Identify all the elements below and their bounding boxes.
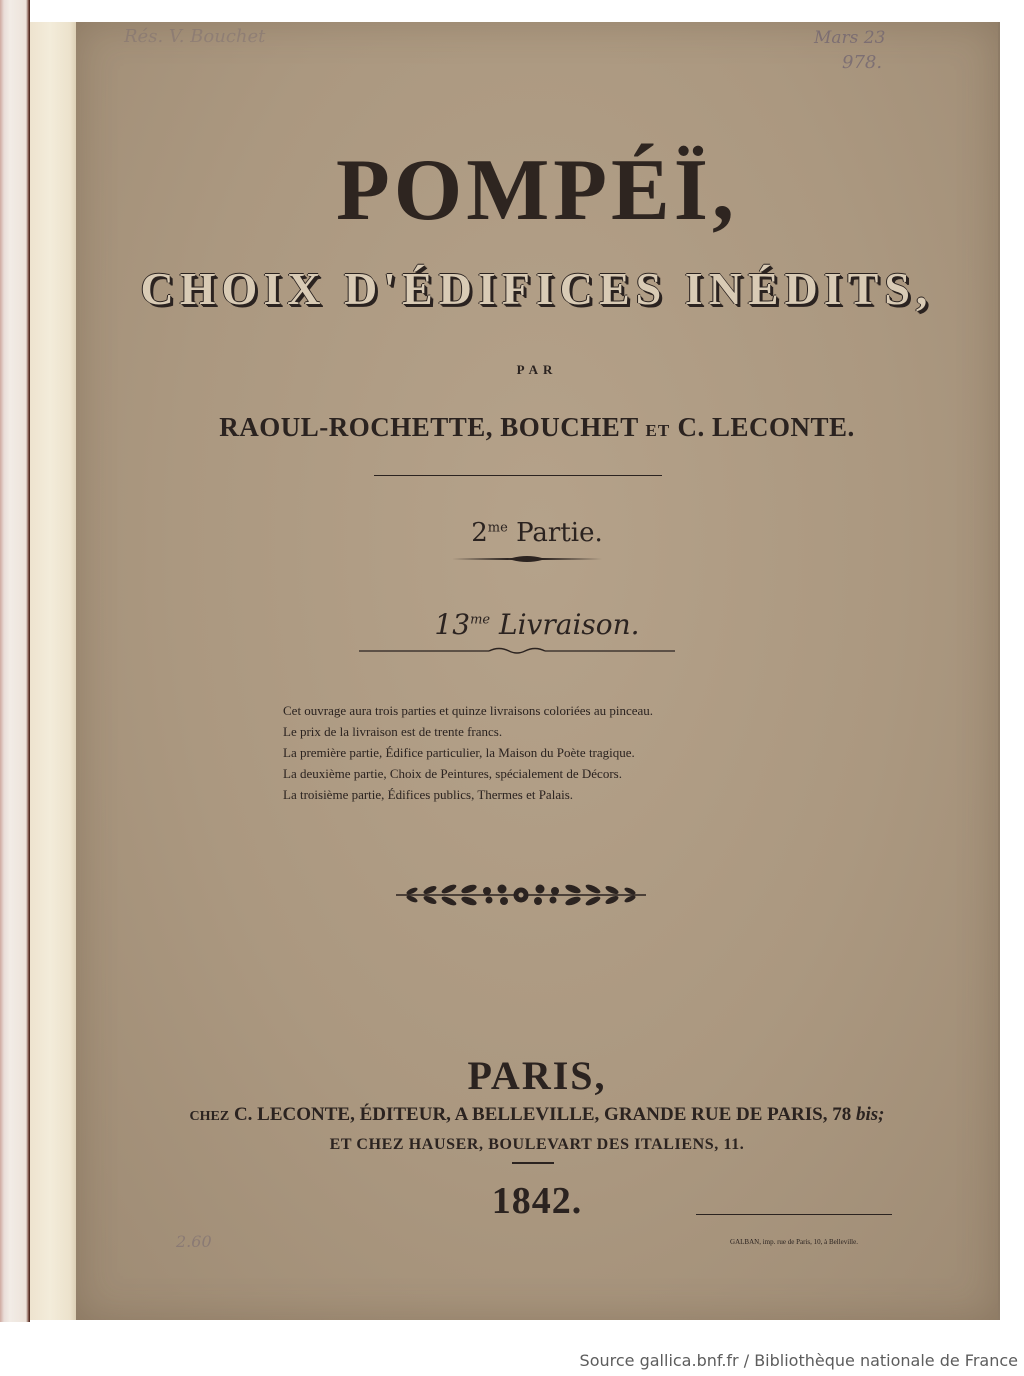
divider-ornament-lower (359, 646, 675, 656)
note-line: La première partie, Édifice particulier, la Maison du Poète tragique. (283, 745, 635, 760)
publication-notes (283, 700, 653, 805)
pencil-note-bottom-left: 2.60 (176, 1232, 212, 1251)
pencil-note-top-right-date: Mars 23 (814, 28, 886, 48)
divider-rule-top (374, 475, 662, 476)
partie-label: Partie. (516, 518, 603, 548)
authors-names-last: C. LECONTE. (677, 412, 855, 442)
document-title: POMPÉÏ, (336, 142, 738, 239)
publisher-address: C. LECONTE, ÉDITEUR, A BELLEVILLE, GRANDE RUE DE PARIS, 78 (233, 1104, 852, 1125)
partie-heading (76, 518, 998, 548)
publisher-bis: bis; (855, 1104, 885, 1125)
partie-number: 2 (471, 518, 488, 548)
document-subtitle: CHOIX D'ÉDIFICES INÉDITS, (140, 263, 934, 314)
note-line: Le prix de la livraison est de trente francs. (283, 724, 503, 739)
authors-names-first: RAOUL-ROCHETTE, BOUCHET (219, 412, 639, 442)
book-binding-edge (0, 0, 30, 1322)
partie-suffix: me (487, 520, 508, 536)
pencil-note-top-right-number: 978. (842, 52, 883, 73)
publisher-line-2: ET CHEZ HAUSER, BOULEVART DES ITALIENS, 11. (329, 1136, 745, 1153)
divider-ornament-middle (452, 554, 602, 564)
publisher-line-1 (76, 1104, 998, 1126)
by-label: PAR (516, 362, 558, 377)
authors-conjunction: ET (645, 421, 671, 440)
publication-city: PARIS, (467, 1053, 607, 1098)
printer-rule (696, 1214, 892, 1215)
source-credit: Source gallica.bnf.fr / Bibliothèque nationale de France (579, 1351, 1018, 1370)
livraison-number: 13 (434, 608, 471, 641)
printer-imprint: GALBAN, imp. rue de Paris, 10, à Belleville. (730, 1238, 858, 1246)
note-line: La troisième partie, Édifices publics, Thermes et Palais. (283, 787, 574, 802)
authors-line (76, 412, 998, 443)
divider-rule-year (512, 1162, 554, 1164)
note-line: La deuxième partie, Choix de Peintures, spécialement de Décors. (283, 766, 622, 781)
livraison-heading (76, 608, 998, 641)
livraison-suffix: me (470, 612, 491, 628)
pencil-note-top-left: Rés. V. Bouchet (124, 26, 266, 47)
flyleaf-edge (30, 22, 77, 1320)
title-page (76, 22, 1000, 1320)
livraison-label: Livraison. (499, 608, 640, 641)
publication-year: 1842. (491, 1180, 583, 1222)
floral-ornament (392, 880, 650, 910)
publisher-chez: CHEZ (189, 1109, 230, 1124)
note-line: Cet ouvrage aura trois parties et quinze livraisons coloriées au pinceau. (283, 703, 654, 718)
